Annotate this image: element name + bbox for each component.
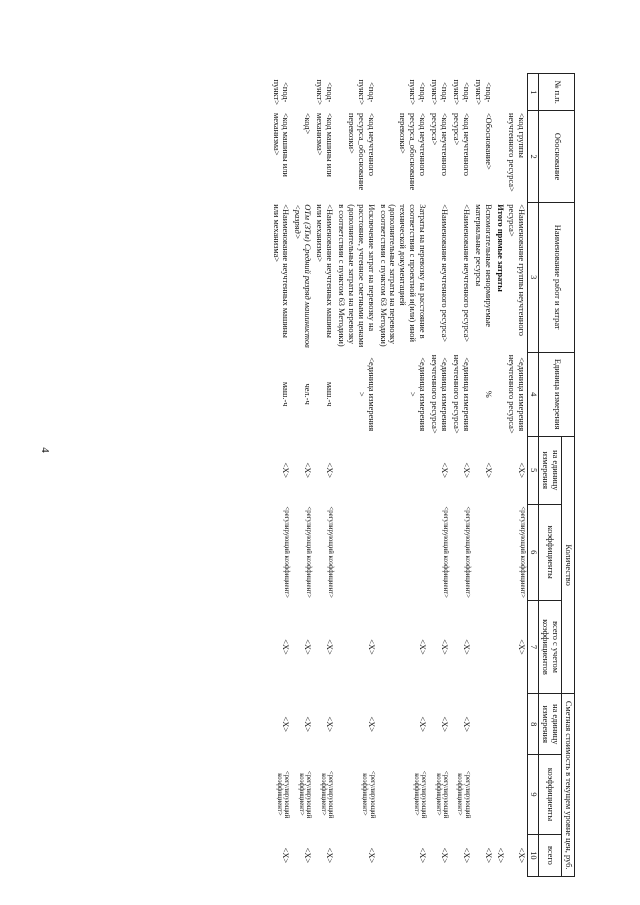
- qty-per-unit: <X>: [281, 462, 291, 479]
- unit: маш.-ч: [281, 381, 291, 407]
- work-name: Итого прямые затраты: [495, 204, 505, 292]
- unit: чел.-ч: [303, 383, 313, 405]
- work-name: <Наименование группы неучтенного ресурса>: [507, 204, 527, 336]
- item-number: <под-пункт>: [356, 79, 376, 105]
- qty-per-unit: <X>: [440, 462, 450, 479]
- qty-total: <X>: [418, 639, 428, 655]
- cost-per-unit: <X>: [281, 716, 291, 732]
- justification-code: <код неучтенного ресурса>: [451, 112, 471, 176]
- cost-total: <X>: [418, 847, 428, 864]
- work-name: Исключение затрат на перевозку на расстояние, учтенное сметными ценами (дополнительные затраты на перевозку в соответствии с пунктом 63 Методики): [336, 204, 376, 348]
- cost-total: <X>: [303, 847, 313, 864]
- qty-total: <X>: [281, 639, 291, 655]
- table-row: [494, 74, 506, 877]
- column-number: 5: [528, 436, 539, 504]
- unit: <единица измерения неучтенного ресурса>: [451, 354, 471, 434]
- work-name: <Наименование неучтенного ресурса>: [461, 204, 471, 343]
- item-number: [494, 74, 506, 111]
- justification-code: <код машины или механизма>: [271, 112, 291, 177]
- qty-coefficient: <регулирующий коэффициент>: [327, 506, 335, 598]
- qty-coefficient: <регулирующий коэффициент>: [519, 506, 527, 598]
- table-header: [528, 74, 575, 877]
- cost-coefficient: <регулирующий коэффициент>: [412, 770, 428, 819]
- column-number: 10: [528, 834, 539, 876]
- cost-total: <X>: [495, 847, 505, 864]
- cost-total: <X>: [461, 847, 471, 864]
- qty-per-unit: <X>: [325, 462, 335, 479]
- unit: <единица измерения неучтенного ресурса>: [507, 354, 527, 434]
- column-number: 9: [528, 755, 539, 835]
- cost-per-unit: <X>: [325, 716, 335, 732]
- qty-total: [494, 600, 506, 694]
- cost-per-unit: [494, 694, 506, 755]
- qty-total: <X>: [461, 639, 471, 655]
- cost-total: <X>: [440, 847, 450, 864]
- item-number: [506, 74, 528, 111]
- justification-code: <код группы неучтенного ресурса>: [507, 112, 527, 192]
- unit: <единица измерения неучтенного ресурса>: [430, 354, 450, 434]
- header-qty-total: всего с учетом коэффициентов: [539, 600, 562, 694]
- qty-per-unit: <X>: [517, 462, 527, 479]
- cost-total: <X>: [483, 847, 493, 864]
- justification-code: <Обоснование>: [483, 112, 493, 170]
- header-unit: Единица измерения: [539, 352, 575, 436]
- table-row: [313, 74, 335, 877]
- table-row: [506, 74, 528, 877]
- column-number: 4: [528, 352, 539, 436]
- table-row: [428, 74, 450, 877]
- qty-per-unit: <X>: [303, 462, 313, 479]
- table-row: [270, 74, 292, 877]
- cost-coefficient: <регулирующий коэффициент>: [456, 770, 471, 819]
- qty-coefficient: <регулирующий коэффициент>: [463, 506, 471, 598]
- header-justification: Обоснование: [539, 111, 575, 202]
- qty-total: [472, 600, 494, 694]
- qty-total: <X>: [366, 639, 376, 655]
- qty-total: <X>: [303, 639, 313, 655]
- page-number: 4: [38, 447, 51, 453]
- justification-code: <код>: [303, 112, 313, 135]
- cost-coefficient: <регулирующий коэффициент>: [297, 770, 313, 819]
- cost-coefficient: [494, 755, 506, 835]
- column-number: 6: [528, 504, 539, 600]
- qty-total: <X>: [325, 639, 335, 655]
- cost-coefficient: <регулирующий коэффициент>: [434, 770, 450, 819]
- header-work-name: Наименование работ и затрат: [539, 202, 575, 352]
- unit: <единица измерения >: [408, 357, 428, 432]
- qty-total: <X>: [440, 639, 450, 655]
- header-qty-per-unit: на единицу измерения: [539, 436, 562, 504]
- cost-per-unit: <X>: [461, 716, 471, 732]
- justification-code: <код машины или механизма>: [315, 112, 335, 177]
- column-number: 8: [528, 694, 539, 755]
- table-row: [472, 74, 494, 877]
- unit: [494, 352, 506, 436]
- qty-per-unit: <X>: [461, 462, 471, 479]
- unit: %: [483, 390, 493, 398]
- qty-coefficient: <регулирующий коэффициент>: [442, 506, 450, 598]
- qty-coefficient: [494, 504, 506, 600]
- header-qty-coefficients: коэффициенты: [539, 504, 562, 600]
- column-number: 3: [528, 202, 539, 352]
- estimate-table-wrapper: [65, 73, 575, 877]
- item-number: [291, 74, 313, 111]
- cost-coefficient: <регулирующий коэффициент>: [275, 770, 291, 819]
- justification-code: <код неучтенного ресурса>: [430, 112, 450, 176]
- cost-total: <X>: [281, 847, 291, 864]
- estimate-table: [270, 73, 575, 877]
- cost-total: <X>: [517, 847, 527, 864]
- justification-code: <код неучтенного ресурса_обоснование перевозки>: [346, 112, 376, 191]
- table-row: [291, 74, 313, 877]
- work-name: Затраты на перевозку на расстояние в соответствии с проектной и(или) иной технической документацией (дополнительные затраты на перевозку в соответствии с пунктом 63 Методики): [378, 204, 428, 347]
- cost-per-unit: <X>: [418, 716, 428, 732]
- item-number: <под-пункт>: [271, 79, 291, 105]
- qty-per-unit: [377, 436, 429, 504]
- work-name: Вспомогательные ненормируемые материальные ресурсы: [473, 204, 493, 328]
- header-cost: Сметная стоимость в текущем уровне цен, руб.: [562, 694, 575, 877]
- cost-per-unit: [506, 694, 528, 755]
- work-name: <Наименование неучтенных машины или механизма>: [271, 204, 291, 338]
- unit: маш.-ч: [325, 381, 335, 407]
- column-number-row: [528, 74, 539, 877]
- item-number: <под-пункт>: [451, 79, 471, 105]
- header-cost-total: всего: [539, 834, 562, 876]
- column-number: 2: [528, 111, 539, 202]
- qty-coefficient: <регулирующий коэффициент>: [305, 506, 313, 598]
- qty-per-unit: <X>: [483, 462, 493, 479]
- cost-per-unit: <X>: [440, 716, 450, 732]
- item-number: <под-пункт>: [408, 79, 428, 105]
- justification-code: [494, 111, 506, 202]
- work-name: ОТм (ЗТм) Средний разряд машинистов <разряд>: [293, 204, 313, 348]
- cost-coefficient: [472, 755, 494, 835]
- qty-per-unit: [335, 436, 377, 504]
- cost-per-unit: <X>: [366, 716, 376, 732]
- qty-total: <X>: [517, 639, 527, 655]
- cost-coefficient: [506, 755, 528, 835]
- qty-coefficient: [335, 504, 377, 600]
- table-row: [450, 74, 472, 877]
- justification-code: <код неучтенного ресурса_обоснование перевозки>: [398, 112, 428, 191]
- cost-per-unit: [472, 694, 494, 755]
- item-number: <под-пункт>: [315, 79, 335, 105]
- item-number: <под-пункт>: [473, 79, 493, 105]
- header-cost-coefficients: коэффициенты: [539, 755, 562, 835]
- work-name: <Наименование неучтенного ресурса>: [440, 204, 450, 343]
- qty-coefficient: <регулирующий коэффициент>: [283, 506, 291, 598]
- work-name: <Наименование неучтенных машины или механизма>: [315, 204, 335, 338]
- cost-total: <X>: [366, 847, 376, 864]
- column-number: 7: [528, 600, 539, 694]
- item-number: <под-пункт>: [430, 79, 450, 105]
- qty-per-unit: [494, 436, 506, 504]
- qty-coefficient: [472, 504, 494, 600]
- table-body: [270, 74, 528, 877]
- header-number: № п.п.: [539, 74, 575, 111]
- column-number: 1: [528, 74, 539, 111]
- table-row: [335, 74, 377, 877]
- unit: <единица измерения >: [356, 357, 376, 432]
- qty-coefficient: [377, 504, 429, 600]
- header-quantity: Количество: [562, 436, 575, 694]
- table-row: [377, 74, 429, 877]
- cost-coefficient: <регулирующий коэффициент>: [319, 770, 335, 819]
- cost-per-unit: <X>: [303, 716, 313, 732]
- cost-total: <X>: [325, 847, 335, 864]
- cost-coefficient: <регулирующий коэффициент>: [361, 770, 376, 819]
- header-cost-per-unit: на единицу измерения: [539, 694, 562, 755]
